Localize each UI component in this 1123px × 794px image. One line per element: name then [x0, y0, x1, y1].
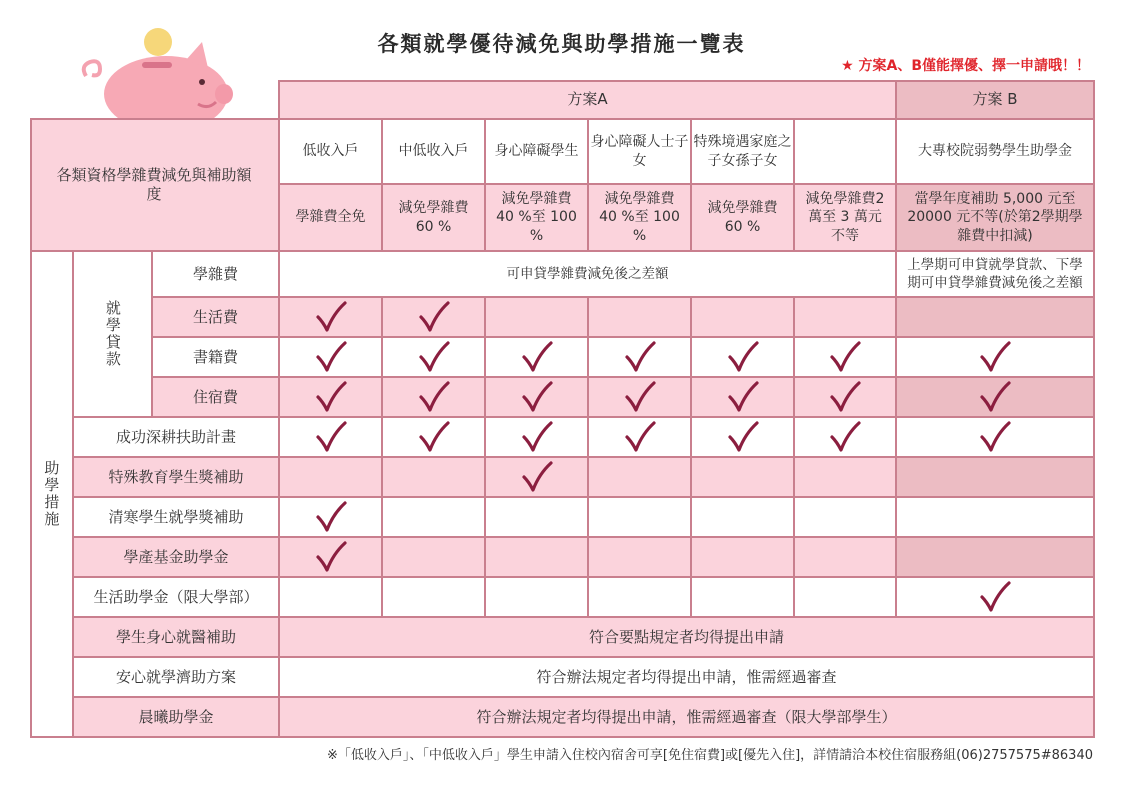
check-cell-r9-7: [897, 578, 1095, 618]
amount-c6: 減免學雜費2 萬至 3 萬元不等: [795, 185, 897, 252]
check-cell-books-4: [589, 338, 692, 378]
check-icon: [520, 420, 554, 454]
row-label-r5: 成功深耕扶助計畫: [74, 418, 280, 458]
row-label-living: 生活費: [153, 298, 280, 338]
check-cell-r7-3: [486, 498, 589, 538]
check-cell-r6-7: [897, 458, 1095, 498]
check-cell-r5-1: [280, 418, 383, 458]
check-cell-housing-4: [589, 378, 692, 418]
check-cell-books-3: [486, 338, 589, 378]
check-cell-living-7: [897, 298, 1095, 338]
side-label-measures: 助學措施: [30, 252, 74, 738]
check-icon: [726, 380, 760, 414]
check-icon: [978, 380, 1012, 414]
check-icon: [417, 420, 451, 454]
check-cell-r8-3: [486, 538, 589, 578]
check-cell-r8-2: [383, 538, 486, 578]
check-cell-r6-3: [486, 458, 589, 498]
check-cell-housing-2: [383, 378, 486, 418]
check-cell-living-2: [383, 298, 486, 338]
check-icon: [978, 420, 1012, 454]
check-cell-r6-2: [383, 458, 486, 498]
r10-text: 符合要點規定者均得提出申請: [280, 618, 1095, 658]
check-cell-r8-7: [897, 538, 1095, 578]
check-cell-living-6: [795, 298, 897, 338]
category-c1: 低收入戶: [280, 120, 383, 185]
check-cell-living-5: [692, 298, 795, 338]
check-cell-r7-4: [589, 498, 692, 538]
amount-c5: 減免學雜費60 %: [692, 185, 795, 252]
check-icon: [314, 380, 348, 414]
check-cell-housing-1: [280, 378, 383, 418]
check-icon: [978, 340, 1012, 374]
check-icon: [828, 420, 862, 454]
check-cell-r6-4: [589, 458, 692, 498]
check-icon: [314, 340, 348, 374]
check-cell-books-5: [692, 338, 795, 378]
check-cell-r6-6: [795, 458, 897, 498]
check-cell-r5-4: [589, 418, 692, 458]
check-cell-r7-2: [383, 498, 486, 538]
check-cell-r8-6: [795, 538, 897, 578]
check-cell-r5-5: [692, 418, 795, 458]
category-c5: 特殊境遇家庭之子女孫子女: [692, 120, 795, 185]
row-label-r8: 學產基金助學金: [74, 538, 280, 578]
check-cell-r5-2: [383, 418, 486, 458]
check-cell-r5-7: [897, 418, 1095, 458]
check-icon: [314, 300, 348, 334]
row-label-housing: 住宿費: [153, 378, 280, 418]
check-icon: [623, 380, 657, 414]
check-icon: [314, 420, 348, 454]
check-cell-living-3: [486, 298, 589, 338]
check-cell-books-6: [795, 338, 897, 378]
row-label-tuition: 學雜費: [153, 252, 280, 298]
check-icon: [314, 540, 348, 574]
row-label-r7: 清寒學生就學獎補助: [74, 498, 280, 538]
check-cell-r7-6: [795, 498, 897, 538]
check-cell-r8-1: [280, 538, 383, 578]
check-icon: [417, 380, 451, 414]
check-cell-living-4: [589, 298, 692, 338]
check-icon: [828, 380, 862, 414]
row-label-r9: 生活助學金（限大學部）: [74, 578, 280, 618]
check-cell-housing-6: [795, 378, 897, 418]
check-icon: [417, 340, 451, 374]
table-border: [30, 118, 280, 120]
plan-b-header: 方案 B: [897, 80, 1095, 120]
check-icon: [623, 340, 657, 374]
check-cell-r9-3: [486, 578, 589, 618]
check-icon: [417, 300, 451, 334]
check-cell-books-1: [280, 338, 383, 378]
check-icon: [520, 340, 554, 374]
r12-text: 符合辦法規定者均得提出申請，惟需經過審查（限大學部學生）: [280, 698, 1095, 738]
check-icon: [726, 420, 760, 454]
check-cell-books-7: [897, 338, 1095, 378]
check-cell-housing-7: [897, 378, 1095, 418]
row-label-r12: 晨曦助學金: [74, 698, 280, 738]
plan-a-header: 方案A: [280, 80, 897, 120]
check-cell-housing-3: [486, 378, 589, 418]
check-cell-r7-1: [280, 498, 383, 538]
check-icon: [314, 500, 348, 534]
amount-c1: 學雜費全免: [280, 185, 383, 252]
check-icon: [978, 580, 1012, 614]
category-c3: 身心障礙學生: [486, 120, 589, 185]
footer-note: ※「低收入戶」、「中低收入戶」學生申請入住校內宿舍可享[免住宿費]或[優先入住]，詳情請洽本校住宿服務組(06)2757575#86340: [326, 748, 1093, 763]
tuition-plan-b: 上學期可申貸就學貸款、下學期可申貸學雜費減免後之差額: [897, 252, 1095, 298]
row-label-books: 書籍費: [153, 338, 280, 378]
check-cell-books-2: [383, 338, 486, 378]
check-cell-r9-5: [692, 578, 795, 618]
check-cell-r8-5: [692, 538, 795, 578]
check-icon: [828, 340, 862, 374]
row-label-r6: 特殊教育學生獎補助: [74, 458, 280, 498]
plan-note: ★ 方案A、B僅能擇優、擇一申請哦！！: [841, 58, 1090, 74]
category-c2: 中低收入戶: [383, 120, 486, 185]
check-cell-r7-7: [897, 498, 1095, 538]
qualification-header: 各類資格學雜費減免與補助額度: [30, 120, 280, 252]
check-cell-r7-5: [692, 498, 795, 538]
check-cell-housing-5: [692, 378, 795, 418]
check-cell-r9-2: [383, 578, 486, 618]
check-icon: [726, 340, 760, 374]
amount-c2: 減免學雜費60 %: [383, 185, 486, 252]
check-cell-r9-4: [589, 578, 692, 618]
table-border: [278, 80, 280, 120]
side-label-loan: 就學貸款: [74, 252, 153, 418]
check-icon: [520, 380, 554, 414]
row-label-r11: 安心就學濟助方案: [74, 658, 280, 698]
category-plan-b: 大專校院弱勢學生助學金: [897, 120, 1095, 185]
amount-plan-b: 當學年度補助 5,000 元至 20000 元不等(於第2學期學雜費中扣減): [897, 185, 1095, 252]
category-c4: 身心障礙人士子女: [589, 120, 692, 185]
check-icon: [520, 460, 554, 494]
table-border: [278, 80, 1095, 82]
amount-c4: 減免學雜費40 %至 100 %: [589, 185, 692, 252]
table-border: [30, 118, 32, 738]
check-cell-r5-6: [795, 418, 897, 458]
check-icon: [623, 420, 657, 454]
check-cell-r9-1: [280, 578, 383, 618]
check-cell-living-1: [280, 298, 383, 338]
amount-c3: 減免學雜費40 %至 100 %: [486, 185, 589, 252]
row-label-r10: 學生身心就醫補助: [74, 618, 280, 658]
check-cell-r6-5: [692, 458, 795, 498]
check-cell-r8-4: [589, 538, 692, 578]
check-cell-r6-1: [280, 458, 383, 498]
page-title: 各類就學優待減免與助學措施一覽表: [377, 32, 746, 56]
tuition-plan-a: 可申貸學雜費減免後之差額: [280, 252, 897, 298]
check-cell-r5-3: [486, 418, 589, 458]
r11-text: 符合辦法規定者均得提出申請，惟需經過審查: [280, 658, 1095, 698]
category-c6: [795, 120, 897, 185]
check-cell-r9-6: [795, 578, 897, 618]
